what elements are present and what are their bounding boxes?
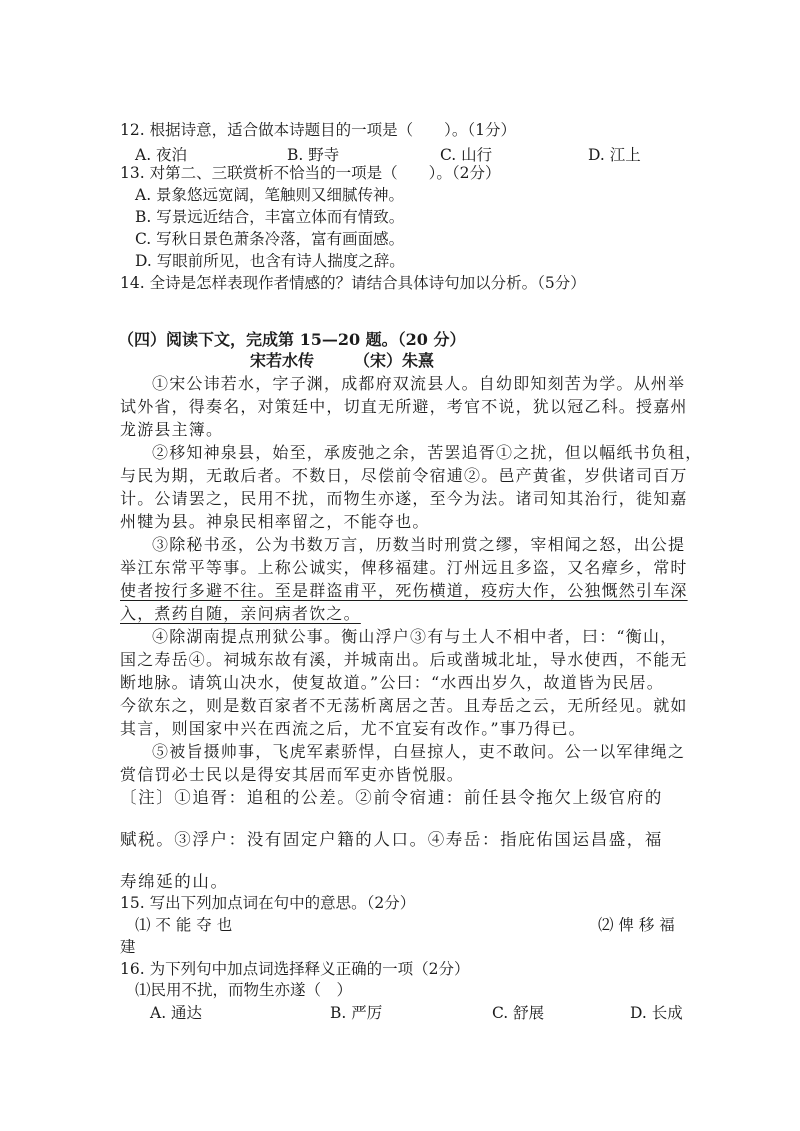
passage-line: 举江东常平等事。上称公诚实，俾移福建。汀州远且多盗，又名瘴乡，常时 xyxy=(120,558,688,577)
q15-stem: 15. 写出下列加点词在句中的意思。（2分） xyxy=(120,894,416,912)
q16-option-d: D. 长成 xyxy=(630,1004,683,1022)
q16-stem: 16. 为下列句中加点词选择释义正确的一项（2分） xyxy=(120,960,470,978)
passage-line: ②移知神泉县，始至，承废弛之余，苦罢追胥①之扰，但以幅纸书负租， xyxy=(152,443,703,462)
section4-heading: （四）阅读下文，完成第 15—20 题。（20 分） xyxy=(118,330,466,349)
passage-line-underlined: 使者按行多避不往。至是群盗甫平，死伤横道，疫疠大作，公独慨然引车深 xyxy=(120,581,688,600)
footnote-line: 〔注〕①追胥：追租的公差。②前令宿逋：前任县令拖欠上级官府的 xyxy=(120,788,663,807)
passage-line: 州犍为县。神泉民相率留之，不能夺也。 xyxy=(120,512,430,531)
q12-option-d: D. 江上 xyxy=(588,146,641,164)
q13-option-d: D. 写眼前所见，也含有诗人揣度之辞。 xyxy=(135,252,405,270)
q12-option-c: C. 山行 xyxy=(440,146,493,164)
passage-line: 其言，则国家中兴在西流之后，尤不宜妄有改作。”事乃得已。 xyxy=(120,719,586,738)
passage-line: 与民为期，无敢后者。不数日，尽偿前令宿逋②。邑产黄雀，岁供诸司百万 xyxy=(120,466,688,485)
passage-line: 国之寿岳④。祠城东故有溪，并城南出。后或凿城北址，导水使西，不能无 xyxy=(120,650,688,669)
q13-option-b: B. 写景远近结合，丰富立体而有情致。 xyxy=(135,208,405,226)
q15-item-1: ⑴ 不 能 夺 也 xyxy=(135,916,233,934)
q15-item-2-wrap: 建 xyxy=(120,938,136,956)
passage-line: 试外省，得奏名，对策廷中，切直无所避，考官不说，犹以冠乙科。授嘉州 xyxy=(120,397,688,416)
footnote-line: 赋税。③浮户：没有固定户籍的人口。④寿岳：指庇佑国运昌盛，福 xyxy=(120,830,663,849)
q12-stem: 12. 根据诗意，适合做本诗题目的一项是（ ）。（1分） xyxy=(120,121,516,139)
q16-option-a: A. 通达 xyxy=(150,1004,203,1022)
q16-option-b: B. 严厉 xyxy=(330,1004,383,1022)
q14-stem: 14. 全诗是怎样表现作者情感的？请结合具体诗句加以分析。（5分） xyxy=(120,274,586,292)
passage-line: 龙游县主簿。 xyxy=(120,420,224,439)
footnote-line: 寿绵延的山。 xyxy=(120,872,229,891)
passage-title: 宋若水传 （宋）朱熹 xyxy=(250,351,435,370)
q12-option-b: B. 野寺 xyxy=(287,146,340,164)
q13-option-a: A. 景象悠远宽阔，笔触则又细腻传神。 xyxy=(135,186,405,204)
passage-line: 断地脉。请筑山决水，使复故道。”公曰：“水西出岁久，故道皆为民居。 xyxy=(120,673,664,692)
q16-sub: ⑴民用不扰，而物生亦遂（ ） xyxy=(135,981,353,999)
passage-line: ③除秘书丞，公为书数万言，历数当时刑赏之缪，宰相闻之怒，出公提 xyxy=(152,535,686,554)
passage-line-underlined: 入，煮药自随，亲问病者饮之。 xyxy=(120,604,361,623)
q13-stem: 13. 对第二、三联赏析不恰当的一项是（ ）。（2分） xyxy=(120,164,501,182)
passage-line: ①宋公讳若水，字子渊，成都府双流县人。自幼即知刻苦为学。从州举 xyxy=(152,374,686,393)
passage-line: 赏信罚必士民以是得安其居而军吏亦皆悦服。 xyxy=(120,765,465,784)
q16-option-c: C. 舒展 xyxy=(492,1004,545,1022)
passage-line: 计。公请罢之，民用不扰，而物生亦遂，至今为法。诸司知其治行，徙知嘉 xyxy=(120,489,688,508)
q15-item-2: ⑵ 俾 移 福 xyxy=(598,916,675,934)
q12-option-a: A. 夜泊 xyxy=(135,146,188,164)
passage-line: ⑤被旨摄帅事，飞虎军素骄悍，白昼掠人，吏不敢问。公一以军律绳之 xyxy=(152,742,686,761)
q13-option-c: C. 写秋日景色萧条冷落，富有画面感。 xyxy=(135,230,405,248)
passage-line: ④除湖南提点刑狱公事。衡山浮户③有与土人不相中者，曰：“衡山， xyxy=(152,627,678,646)
passage-line: 今欲东之，则是数百家者不无荡析离居之苦。且寿岳之云，无所经见。就如 xyxy=(120,696,688,715)
